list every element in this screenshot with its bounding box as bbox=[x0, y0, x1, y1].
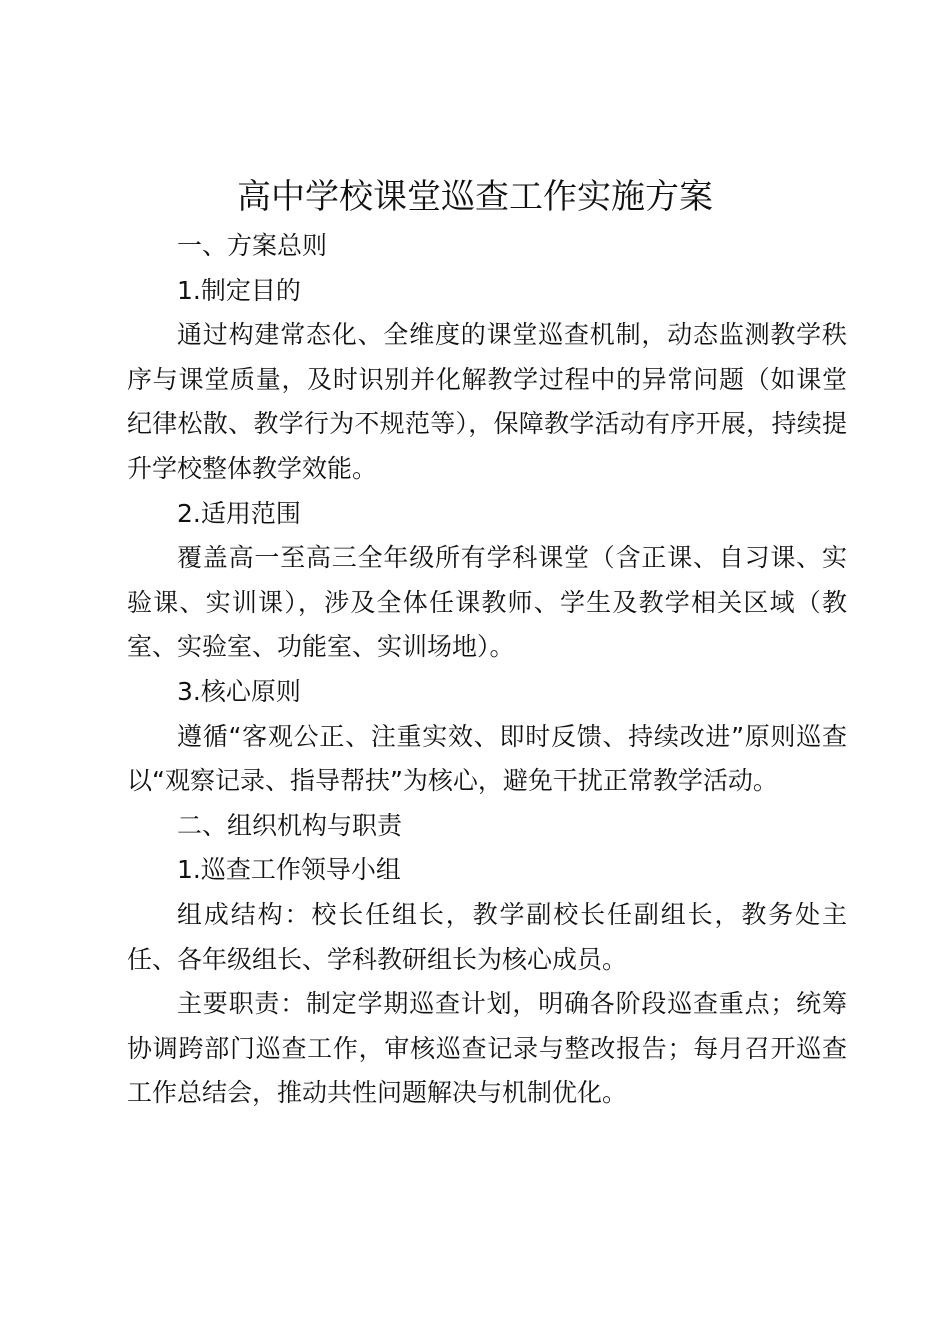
paragraph-purpose: 通过构建常态化、全维度的课堂巡查机制，动态监测教学秩序与课堂质量，及时识别并化解教学过程中的异常问题（如课堂纪律松散、教学行为不规范等），保障教学活动有序开展，持续提升学校整体教学效能。 bbox=[127, 320, 847, 483]
section-heading-organization: 二、组织机构与职责 bbox=[177, 810, 403, 840]
paragraph-responsibilities: 主要职责：制定学期巡查计划，明确各阶段巡查重点；统筹协调跨部门巡查工作，审核巡查记录与整改报告；每月召开巡查工作总结会，推动共性问题解决与机制优化。 bbox=[127, 989, 847, 1108]
subheading-scope: 2.适用范围 bbox=[177, 498, 301, 528]
paragraph-composition: 组成结构：校长任组长，教学副校长任副组长，教务处主任、各年级组长、学科教研组长为核心成员。 bbox=[127, 899, 847, 974]
paragraph-scope: 覆盖高一至高三全年级所有学科课堂（含正课、自习课、实验课、实训课），涉及全体任课教师、学生及教学相关区域（教室、实验室、功能室、实训场地）。 bbox=[127, 543, 847, 662]
document-body bbox=[127, 224, 847, 1116]
subheading-principles: 3.核心原则 bbox=[177, 676, 301, 706]
subheading-leadership-group: 1.巡查工作领导小组 bbox=[177, 855, 401, 885]
document-title: 高中学校课堂巡查工作实施方案 bbox=[237, 177, 713, 217]
subheading-purpose: 1.制定目的 bbox=[177, 275, 301, 305]
paragraph-principles: 遵循“客观公正、注重实效、即时反馈、持续改进”原则巡查以“观察记录、指导帮扶”为核心，避免干扰正常教学活动。 bbox=[127, 721, 847, 796]
section-heading-general: 一、方案总则 bbox=[177, 231, 328, 260]
